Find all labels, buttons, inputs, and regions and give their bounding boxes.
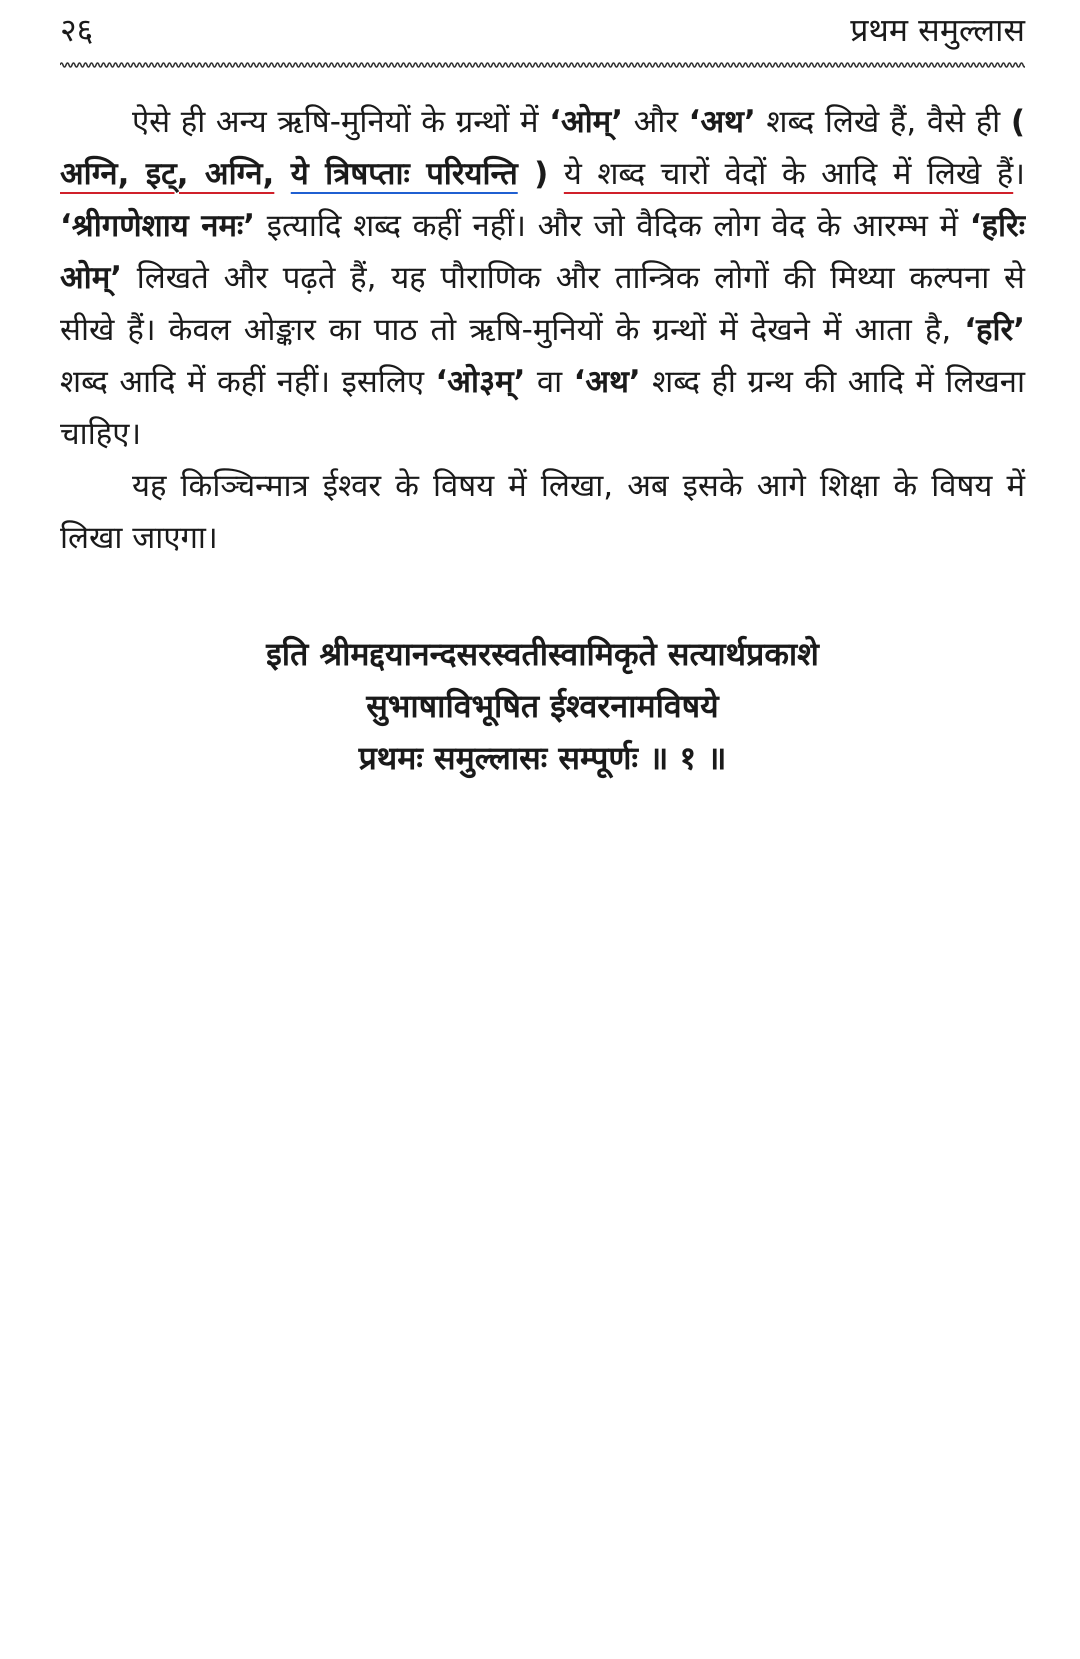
- text-run: [548, 156, 564, 192]
- atha-bold-quote: ‘अथ’: [573, 364, 641, 400]
- running-head: [60, 0, 1025, 60]
- shriganesh-quote: ‘श्रीगणेशाय नमः’: [60, 208, 256, 244]
- text-run: ।: [1013, 156, 1025, 192]
- hari-om-quote: ‘हरिः ओम्’: [60, 208, 1025, 296]
- page-number: २६: [60, 11, 94, 49]
- text-run: और: [623, 104, 689, 140]
- colophon-line-3: प्रथमः समुल्लासः सम्पूर्णः ॥ १ ॥: [358, 739, 727, 777]
- om-quote: ‘ओम्’: [549, 104, 623, 140]
- text-run: ऐसे ही अन्य ऋषि-मुनियों के ग्रन्थों में: [132, 104, 550, 140]
- mantra-trishapta-underlined: ये त्रिषप्ताः परियन्ति: [290, 156, 518, 192]
- wavy-divider: [60, 60, 1025, 70]
- text-run: वा: [525, 364, 574, 400]
- paragraph-2: यह किञ्चिन्मात्र ईश्वर के विषय में लिखा, अब इसके आगे शिक्षा के विषय में लिखा जाएगा।: [60, 468, 1025, 556]
- open-paren: (: [1010, 104, 1025, 140]
- hari-quote: ‘हरि’: [964, 312, 1025, 348]
- close-paren: ): [517, 156, 549, 192]
- body-text: [60, 96, 1025, 564]
- text-run: शब्द आदि में कहीं नहीं। इसलिए: [60, 364, 436, 400]
- colophon-line-1: इति श्रीमद्दयानन्दसरस्वतीस्वामिकृते सत्यार्थप्रकाशे: [266, 635, 819, 673]
- vedas-phrase-underlined: ये शब्द चारों वेदों के आदि में लिखे हैं: [563, 156, 1014, 192]
- paragraph-1: [60, 96, 1025, 460]
- book-page: [60, 0, 1025, 784]
- colophon-line-2: सुभाषाविभूषित ईश्वरनामविषये: [366, 687, 719, 725]
- chapter-title: प्रथम समुल्लास: [850, 11, 1025, 49]
- mantra-agni-underlined: अग्नि, इट्, अग्नि,: [60, 156, 275, 192]
- text-run: शब्द ही ग्रन्थ की आदि में लिखना चाहिए।: [60, 364, 1026, 452]
- atha-quote: ‘अथ’: [688, 104, 756, 140]
- text-run: लिखते और पढ़ते हैं, यह पौराणिक और तान्त्रिक लोगों की मिथ्या कल्पना से सीखे हैं। केवल ओङ्कार का पाठ तो ऋषि-मुनियों के ग्रन्थों में देखने में आता है,: [60, 260, 1025, 348]
- space: [274, 156, 290, 192]
- chapter-colophon: [60, 628, 1025, 784]
- o3m-quote: ‘ओ३म्’: [435, 364, 526, 400]
- text-run: इत्यादि शब्द कहीं नहीं। और जो वैदिक लोग वेद के आरम्भ में: [255, 208, 970, 244]
- text-run: शब्द लिखे हैं, वैसे ही: [755, 104, 1011, 140]
